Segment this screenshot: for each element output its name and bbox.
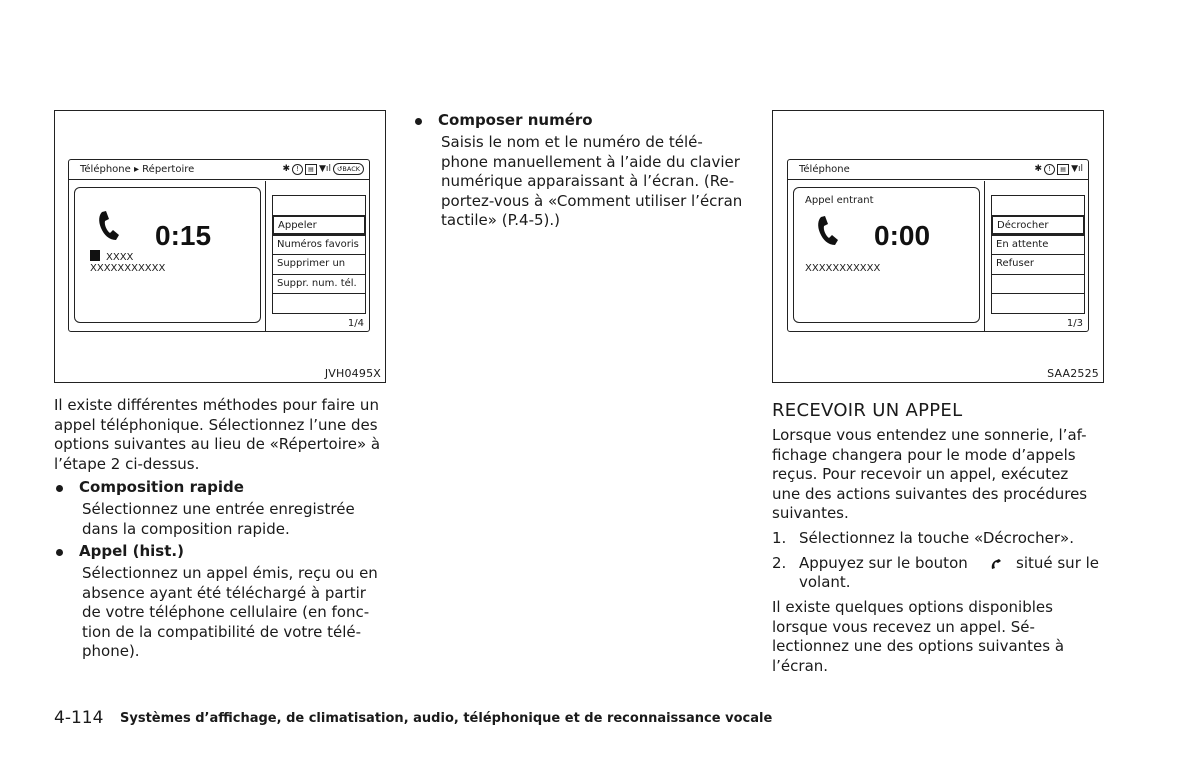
- menu-item-empty-2: [991, 294, 1085, 314]
- intro-paragraph: [54, 396, 386, 474]
- screen-title-bar: [788, 160, 1088, 180]
- caller-number: XXXXXXXXXXX: [805, 263, 881, 274]
- screen-incoming-call: [787, 159, 1089, 332]
- text-line: l’étape 2 ci-dessus.: [54, 454, 200, 473]
- battery-icon: ▤: [1057, 164, 1069, 175]
- contact-name: XXXX: [106, 252, 134, 263]
- text-line: lorsque vous recevez un appel. Sé-: [772, 617, 1035, 636]
- step-text: Sélectionnez la touche «Décrocher».: [799, 529, 1074, 547]
- page-indicator: 1/4: [347, 318, 364, 329]
- screen-title-bar: [69, 160, 369, 180]
- menu-item-hold[interactable]: En attente: [991, 235, 1085, 255]
- text-line: suivantes.: [772, 504, 849, 523]
- text-line: phone manuellement à l’aide du clavier: [441, 152, 740, 171]
- status-bar: [1035, 163, 1083, 175]
- signal-icon: ▼ıl: [1071, 164, 1083, 174]
- figure-code: SAA2525: [1047, 367, 1099, 380]
- text-line: appel téléphonique. Sélectionnez l’une des: [54, 415, 378, 434]
- text-line: Sélectionnez une entrée enregistrée: [82, 500, 355, 518]
- alert-icon: !: [1044, 164, 1055, 175]
- text-line: options suivantes au lieu de «Répertoire» à: [54, 435, 381, 454]
- screen-phonebook: [68, 159, 370, 332]
- phonebook-entry-icon: [90, 250, 100, 261]
- screen-title: Téléphone ▸ Répertoire: [80, 164, 195, 175]
- figure-phonebook: [54, 110, 386, 383]
- speed-dial-text: [82, 500, 386, 539]
- call-history-text: [82, 564, 386, 662]
- chapter-title: Systèmes d’affichage, de climatisation, audio, téléphonique et de reconnaissance vocale: [120, 711, 773, 726]
- menu-item-empty-1: [991, 274, 1085, 294]
- phone-handset-icon: [816, 215, 840, 247]
- text-line: Sélectionnez un appel émis, reçu ou en: [82, 564, 378, 582]
- text-line: l’écran.: [772, 656, 829, 675]
- contact-row: [90, 250, 133, 263]
- menu-item-delete[interactable]: Supprimer un: [272, 255, 366, 275]
- step-number: 2.: [772, 554, 787, 572]
- incoming-call-label: Appel entrant: [805, 195, 874, 206]
- page-indicator: 1/3: [1066, 318, 1083, 329]
- bullet-icon: [56, 485, 63, 492]
- text-line: dans la composition rapide.: [82, 519, 290, 538]
- menu-item-answer[interactable]: Décrocher: [991, 215, 1085, 235]
- menu-item-empty-bottom: [272, 294, 366, 314]
- bullet-title-speed-dial: Composition rapide: [79, 478, 244, 496]
- menu-item-delete-number[interactable]: Suppr. num. tél.: [272, 274, 366, 294]
- text-line: lectionnez une des options suivantes à: [772, 637, 1065, 656]
- text-line: une des actions suivantes des procédures: [772, 484, 1088, 503]
- signal-icon: ▼ıl: [319, 164, 331, 174]
- options-menu: [984, 181, 1089, 331]
- menu-item-decline[interactable]: Refuser: [991, 255, 1085, 275]
- alert-icon: !: [292, 164, 303, 175]
- call-panel: [74, 187, 261, 323]
- phone-handset-icon: [97, 210, 121, 242]
- text-line: portez-vous à «Comment utiliser l’écran: [441, 191, 743, 210]
- menu-item-call[interactable]: Appeler: [272, 215, 366, 235]
- options-menu: [265, 181, 370, 331]
- step-number: 1.: [772, 529, 787, 547]
- text-line: tion de la compatibilité de votre télé-: [82, 622, 362, 641]
- steering-phone-button-icon: [990, 558, 1002, 570]
- bullet-icon: [415, 118, 422, 125]
- options-paragraph: [772, 598, 1104, 676]
- call-timer: 0:00: [874, 220, 931, 251]
- call-panel: [793, 187, 980, 323]
- step-text-cont: situé sur le: [1016, 554, 1100, 572]
- step-text: Appuyez sur le bouton: [799, 554, 968, 572]
- bullet-title-dial-number: Composer numéro: [438, 111, 593, 129]
- menu-item-empty-top: [272, 195, 366, 215]
- text-line: fichage changera pour le mode d’appels: [772, 445, 1076, 464]
- text-line: phone).: [82, 642, 140, 661]
- bluetooth-icon: ✱: [1034, 164, 1043, 174]
- bluetooth-icon: ✱: [282, 164, 291, 174]
- text-line: reçus. Pour recevoir un appel, exécutez: [772, 465, 1069, 484]
- bullet-icon: [56, 549, 63, 556]
- receive-call-paragraph: [772, 426, 1104, 524]
- call-timer: 0:15: [155, 220, 212, 251]
- text-line: Il existe quelques options disponibles: [772, 598, 1053, 616]
- step-text-cont: volant.: [799, 573, 851, 591]
- text-line: de votre téléphone cellulaire (en fonc-: [82, 603, 370, 622]
- menu-item-empty-top: [991, 195, 1085, 215]
- back-button[interactable]: ↺BACK: [333, 163, 364, 175]
- text-line: Lorsque vous entendez une sonnerie, l’af-: [772, 426, 1087, 444]
- text-line: absence ayant été téléchargé à partir: [82, 583, 366, 602]
- figure-code: JVH0495X: [324, 367, 381, 380]
- menu-item-favorites[interactable]: Numéros favoris: [272, 235, 366, 255]
- section-heading: RECEVOIR UN APPEL: [772, 400, 963, 421]
- bullet-title-call-history: Appel (hist.): [79, 542, 184, 560]
- text-line: numérique apparaissant à l’écran. (Re-: [441, 172, 735, 191]
- status-bar: [282, 163, 364, 175]
- dial-number-text: [441, 133, 745, 231]
- contact-number: XXXXXXXXXXX: [90, 263, 166, 274]
- text-line: tactile» (P.4-5).): [441, 211, 561, 230]
- page-number: 4-114: [54, 708, 104, 728]
- text-line: Saisis le nom et le numéro de télé-: [441, 133, 703, 151]
- battery-icon: ▤: [305, 164, 317, 175]
- figure-incoming-call: [772, 110, 1104, 383]
- text-line: Il existe différentes méthodes pour faire un: [54, 396, 379, 414]
- screen-title: Téléphone: [799, 164, 850, 175]
